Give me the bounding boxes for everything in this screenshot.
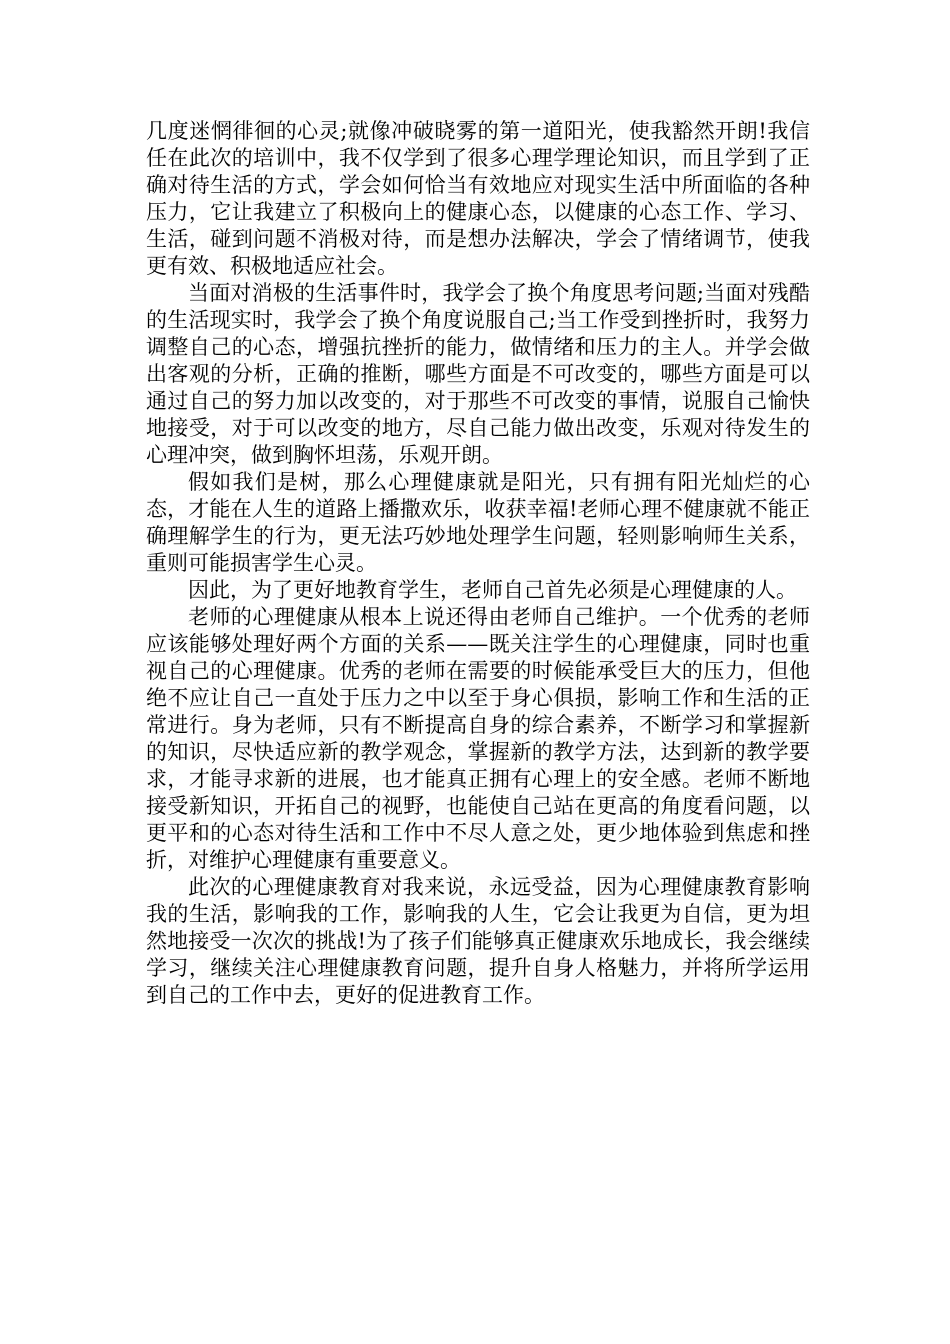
paragraph-6: 此次的心理健康教育对我来说，永远受益，因为心理健康教育影响我的生活，影响我的工作，影响我的人生，它会让我更为自信，更为坦然地接受一次次的挑战!为了孩子们能够真正健康欢乐地成长，我会继续学习，继续关注心理健康教育问题，提升自身人格魅力，并将所学运用到自己的工作中去，更好的促进教育工作。 (146, 875, 810, 1007)
paragraph-3: 假如我们是树，那么心理健康就是阳光，只有拥有阳光灿烂的心态，才能在人生的道路上播撒欢乐，收获幸福!老师心理不健康就不能正确理解学生的行为，更无法巧妙地处理学生问题，轻则影响师生关系，重则可能损害学生心灵。 (146, 470, 810, 575)
paragraph-2: 当面对消极的生活事件时，我学会了换个角度思考问题;当面对残酷的生活现实时，我学会了换个角度说服自己;当工作受到挫折时，我努力调整自己的心态，增强抗挫折的能力，做情绪和压力的主人。并学会做出客观的分析，正确的推断，哪些方面是不可改变的，哪些方面是可以通过自己的努力加以改变的，对于那些不可改变的事情，说服自己愉快地接受，对于可以改变的地方，尽自己能力做出改变，乐观对待发生的心理冲突，做到胸怀坦荡，乐观开朗。 (146, 281, 810, 467)
paragraph-5: 老师的心理健康从根本上说还得由老师自己维护。一个优秀的老师应该能够处理好两个方面的关系——既关注学生的心理健康，同时也重视自己的心理健康。优秀的老师在需要的时候能承受巨大的压力，但他绝不应让自己一直处于压力之中以至于身心俱损，影响工作和生活的正常进行。身为老师，只有不断提高自身的综合素养，不断学习和掌握新的知识，尽快适应新的教学观念，掌握新的教学方法，达到新的教学要求，才能寻求新的进展，也才能真正拥有心理上的安全感。老师不断地接受新知识，开拓自己的视野，也能使自己站在更高的角度看问题，以更平和的心态对待生活和工作中不尽人意之处，更少地体验到焦虑和挫折，对维护心理健康有重要意义。 (146, 605, 810, 872)
document-body (146, 118, 810, 1009)
paragraph-1: 几度迷惘徘徊的心灵;就像冲破晓雾的第一道阳光，使我豁然开朗!我信任在此次的培训中，我不仅学到了很多心理学理论知识，而且学到了正确对待生活的方式，学会如何恰当有效地应对现实生活中所面临的各种压力，它让我建立了积极向上的健康心态，以健康的心态工作、学习、生活，碰到问题不消极对待，而是想办法解决，学会了情绪调节，使我更有效、积极地适应社会。 (146, 119, 810, 278)
paragraph-4: 因此，为了更好地教育学生，老师自己首先必须是心理健康的人。 (188, 578, 797, 602)
